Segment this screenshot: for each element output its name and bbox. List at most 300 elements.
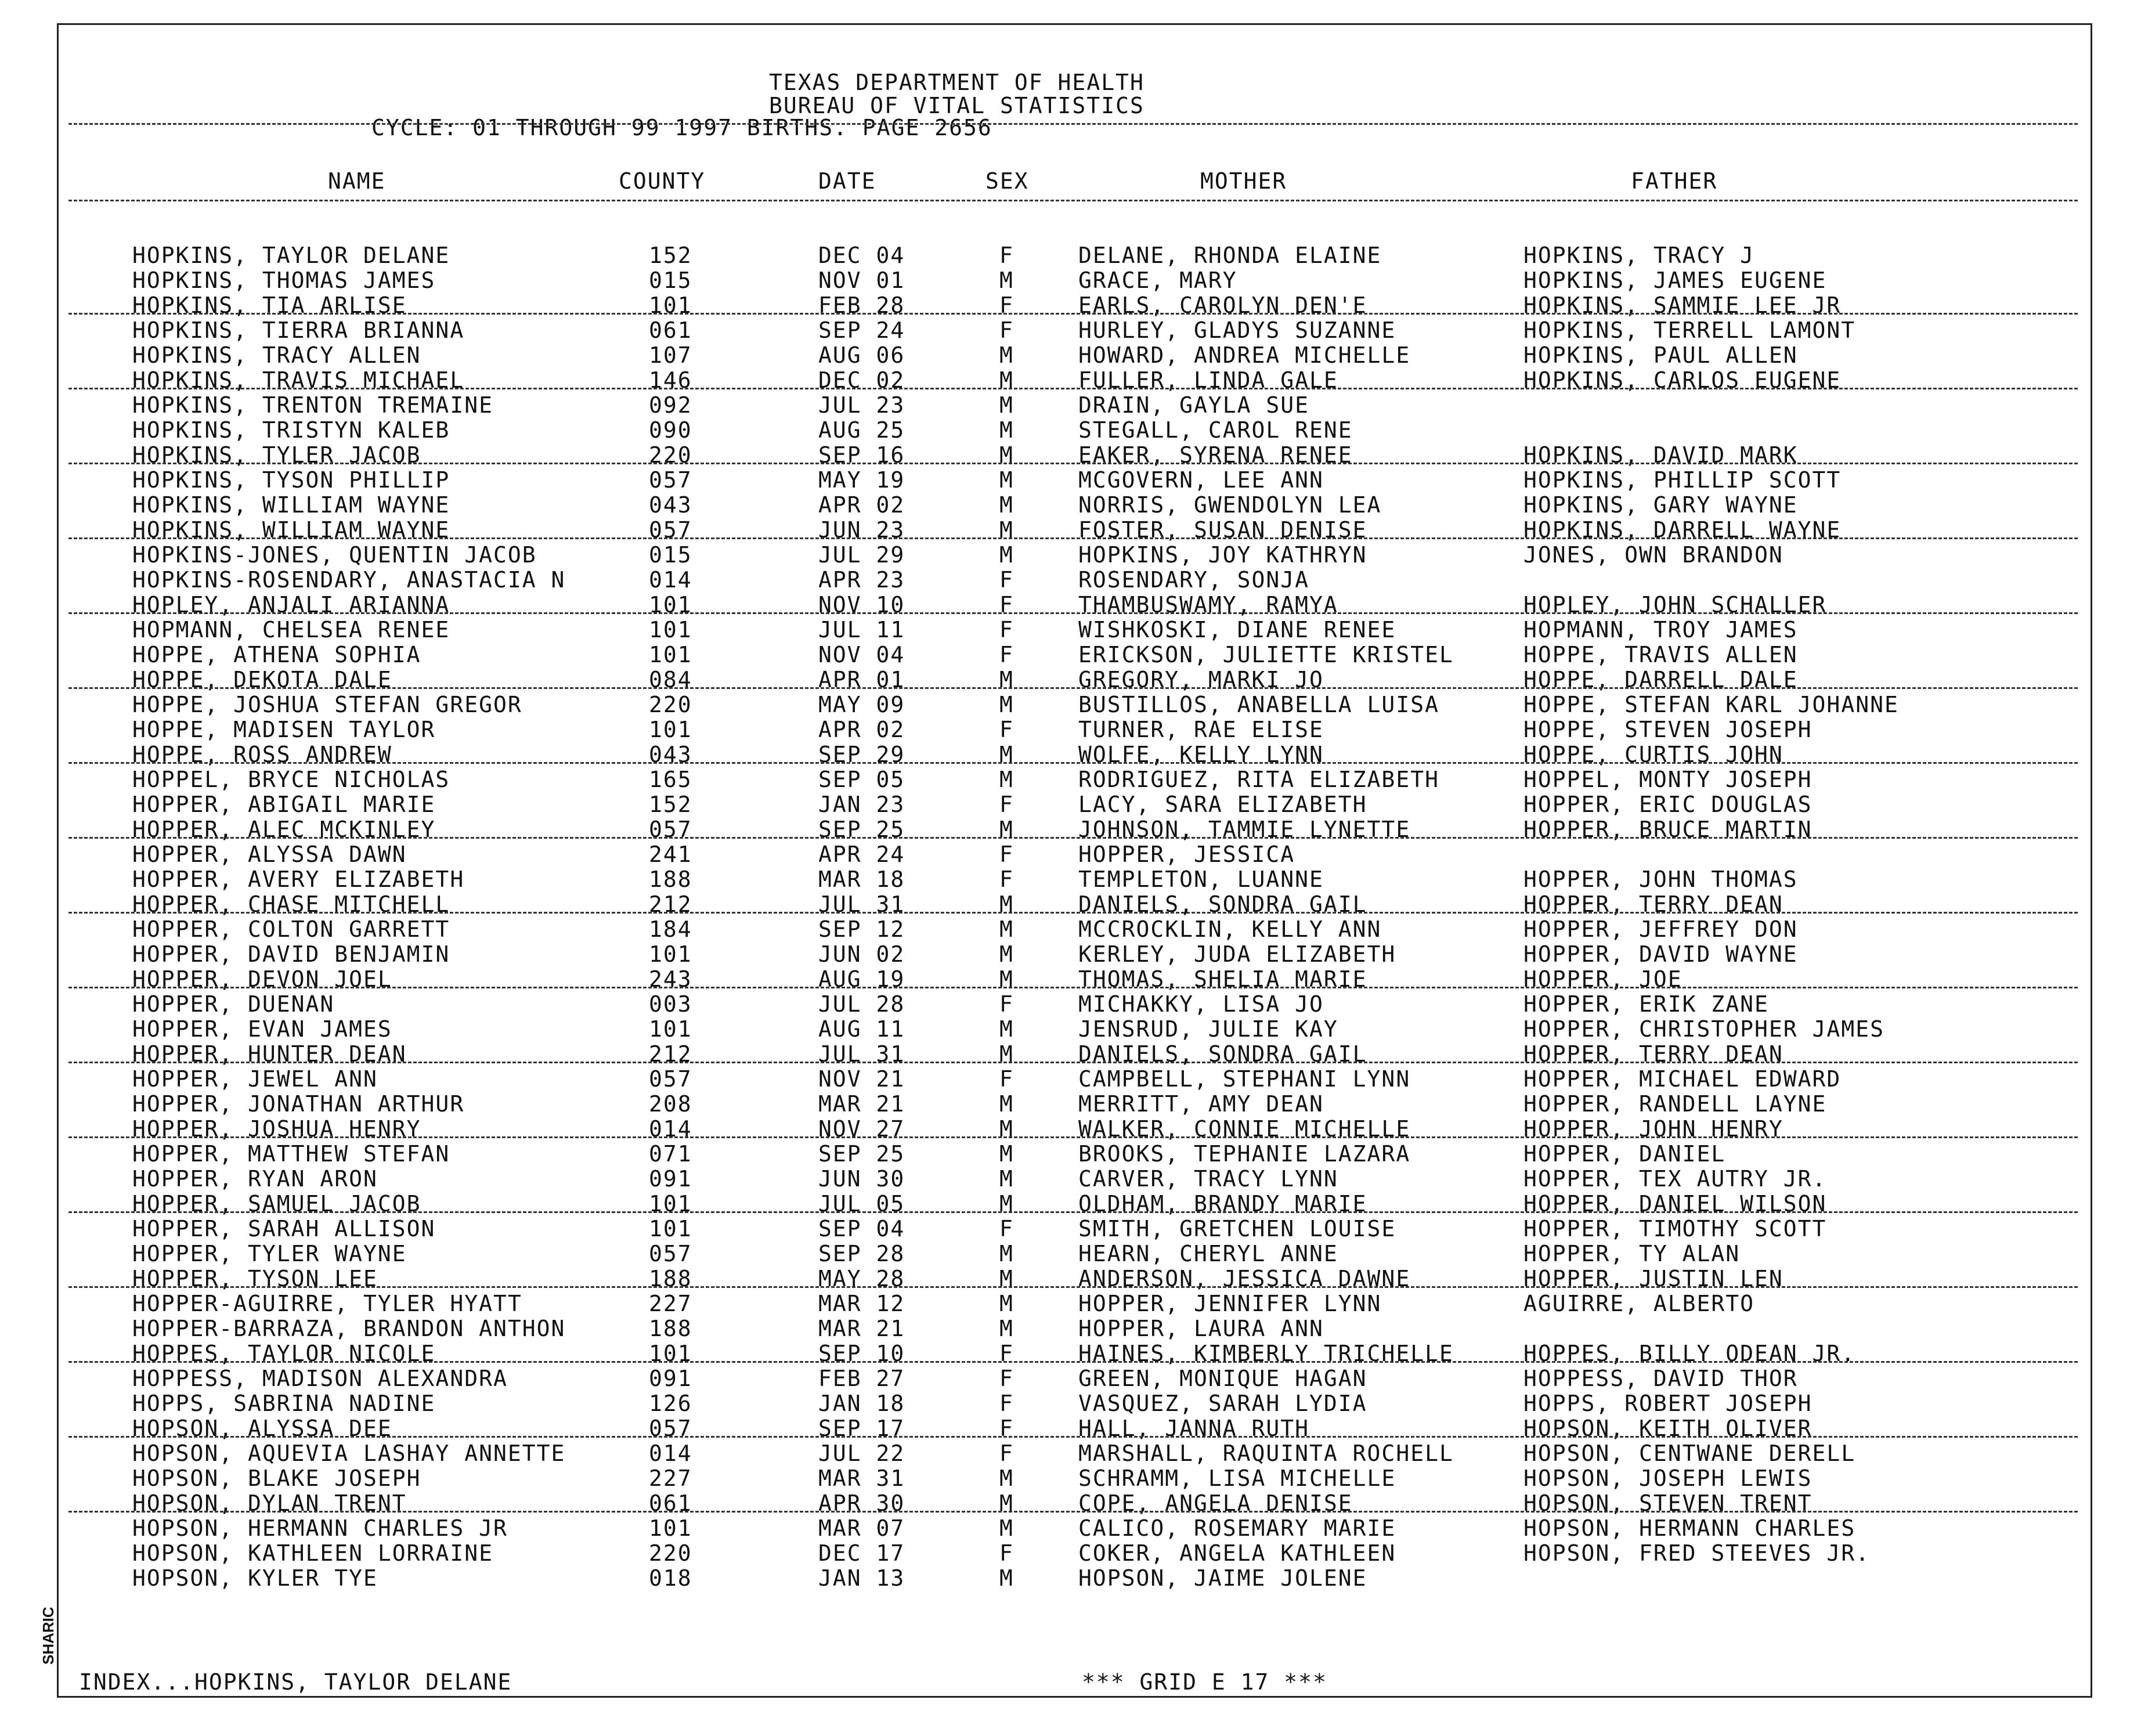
cell-sex: F bbox=[999, 1391, 1014, 1416]
cell-county: 091 bbox=[649, 1166, 692, 1192]
table-row bbox=[0, 342, 2141, 367]
cell-father: HOPPER, JEFFREY DON bbox=[1523, 916, 1798, 942]
births-table bbox=[0, 243, 2141, 1590]
cell-sex: M bbox=[999, 1191, 1014, 1217]
cell-father: HOPKINS, GARY WAYNE bbox=[1523, 492, 1798, 518]
cell-sex: F bbox=[999, 1540, 1014, 1566]
cell-date: JUL 28 bbox=[818, 991, 905, 1017]
cell-date: SEP 10 bbox=[818, 1341, 905, 1366]
cell-mother: ROSENDARY, SONJA bbox=[1078, 567, 1310, 593]
cell-father: HOPSON, HERMANN CHARLES bbox=[1523, 1515, 1856, 1541]
table-row bbox=[0, 991, 2141, 1016]
table-row bbox=[0, 1216, 2141, 1241]
cell-county: 057 bbox=[649, 467, 692, 493]
cell-sex: M bbox=[999, 1490, 1014, 1516]
cell-mother: THOMAS, SHELIA MARIE bbox=[1078, 966, 1367, 992]
cell-father: HOPKINS, SAMMIE LEE JR bbox=[1523, 293, 1842, 318]
cell-mother: CALICO, ROSEMARY MARIE bbox=[1078, 1515, 1396, 1541]
cell-county: 208 bbox=[649, 1091, 692, 1117]
row-group-divider bbox=[68, 837, 2078, 839]
cell-name: HOPMANN, CHELSEA RENEE bbox=[132, 617, 450, 643]
cell-sex: M bbox=[999, 1316, 1014, 1341]
cell-date: SEP 04 bbox=[818, 1216, 905, 1241]
cell-date: JUN 02 bbox=[818, 941, 905, 967]
cell-name: HOPPEL, BRYCE NICHOLAS bbox=[132, 767, 450, 792]
cell-date: MAY 28 bbox=[818, 1266, 905, 1291]
cell-mother: LACY, SARA ELIZABETH bbox=[1078, 792, 1367, 817]
cell-date: MAR 12 bbox=[818, 1291, 905, 1316]
column-header-date: DATE bbox=[818, 168, 876, 194]
cell-county: 146 bbox=[649, 367, 692, 393]
cell-name: HOPPER, COLTON GARRETT bbox=[132, 916, 450, 942]
cell-mother: CAMPBELL, STEPHANI LYNN bbox=[1078, 1066, 1411, 1092]
table-row bbox=[0, 1441, 2141, 1466]
cell-date: APR 02 bbox=[818, 492, 905, 518]
column-header-father: FATHER bbox=[1631, 168, 1718, 194]
cell-mother: KERLEY, JUDA ELIZABETH bbox=[1078, 941, 1396, 967]
cell-father: HOPKINS, TERRELL LAMONT bbox=[1523, 317, 1856, 343]
cell-mother: MCCROCKLIN, KELLY ANN bbox=[1078, 916, 1382, 942]
cell-father: AGUIRRE, ALBERTO bbox=[1523, 1291, 1755, 1316]
cell-name: HOPPER-BARRAZA, BRANDON ANTHON bbox=[132, 1316, 566, 1341]
row-group-divider bbox=[68, 987, 2078, 988]
cell-mother: HOWARD, ANDREA MICHELLE bbox=[1078, 342, 1411, 368]
cell-county: 043 bbox=[649, 742, 692, 767]
column-header-divider bbox=[68, 200, 2078, 201]
cell-father: HOPPER, JOE bbox=[1523, 966, 1683, 992]
cell-sex: F bbox=[999, 1366, 1014, 1391]
cell-sex: F bbox=[999, 317, 1014, 343]
cell-date: SEP 25 bbox=[818, 817, 905, 842]
cell-date: MAR 21 bbox=[818, 1316, 905, 1341]
cell-father: HOPPER, TEX AUTRY JR. bbox=[1523, 1166, 1827, 1192]
table-row bbox=[0, 1391, 2141, 1416]
cell-name: HOPPER, SARAH ALLISON bbox=[132, 1216, 436, 1241]
cell-sex: F bbox=[999, 243, 1014, 268]
cell-mother: HAINES, KIMBERLY TRICHELLE bbox=[1078, 1341, 1454, 1366]
cell-county: 101 bbox=[649, 1216, 692, 1241]
cell-name: HOPKINS-JONES, QUENTIN JACOB bbox=[132, 542, 537, 568]
cell-name: HOPSON, ALYSSA DEE bbox=[132, 1416, 392, 1441]
cell-sex: M bbox=[999, 742, 1014, 767]
cell-sex: F bbox=[999, 1416, 1014, 1441]
table-row bbox=[0, 867, 2141, 892]
cell-name: HOPPER, DEVON JOEL bbox=[132, 966, 392, 992]
cell-name: HOPPES, TAYLOR NICOLE bbox=[132, 1341, 436, 1366]
cell-name: HOPPER, DAVID BENJAMIN bbox=[132, 941, 450, 967]
cell-county: 101 bbox=[649, 1341, 692, 1366]
row-group-divider bbox=[68, 612, 2078, 614]
cell-sex: M bbox=[999, 667, 1014, 692]
cell-county: 165 bbox=[649, 767, 692, 792]
cell-county: 212 bbox=[649, 892, 692, 917]
row-group-divider bbox=[68, 1136, 2078, 1138]
cell-name: HOPKINS, TIA ARLISE bbox=[132, 293, 407, 318]
cell-county: 003 bbox=[649, 991, 692, 1017]
row-group-divider bbox=[68, 1361, 2078, 1363]
row-group-divider bbox=[68, 912, 2078, 914]
cell-sex: M bbox=[999, 1041, 1014, 1067]
cell-father: HOPSON, KEITH OLIVER bbox=[1523, 1416, 1813, 1441]
cell-mother: RODRIGUEZ, RITA ELIZABETH bbox=[1078, 767, 1439, 792]
cell-mother: MARSHALL, RAQUINTA ROCHELL bbox=[1078, 1441, 1454, 1466]
table-row bbox=[0, 916, 2141, 941]
cell-sex: M bbox=[999, 1291, 1014, 1316]
cell-name: HOPPER, JONATHAN ARTHUR bbox=[132, 1091, 465, 1117]
cell-county: 220 bbox=[649, 1540, 692, 1566]
cell-name: HOPPER, TYLER WAYNE bbox=[132, 1241, 407, 1266]
cell-county: 057 bbox=[649, 1241, 692, 1266]
table-row bbox=[0, 243, 2141, 268]
cell-father: HOPPER, MICHAEL EDWARD bbox=[1523, 1066, 1842, 1092]
cell-date: AUG 06 bbox=[818, 342, 905, 368]
cell-name: HOPPER, ALYSSA DAWN bbox=[132, 842, 407, 867]
cell-father: HOPPER, DANIEL bbox=[1523, 1141, 1726, 1167]
cell-mother: HOPSON, JAIME JOLENE bbox=[1078, 1565, 1367, 1591]
cell-sex: F bbox=[999, 592, 1014, 618]
cell-date: APR 01 bbox=[818, 667, 905, 692]
page-title: TEXAS DEPARTMENT OF HEALTH bbox=[769, 70, 1144, 95]
row-group-divider bbox=[68, 537, 2078, 539]
cell-father: HOPPE, TRAVIS ALLEN bbox=[1523, 642, 1798, 667]
cell-mother: HOPPER, JENNIFER LYNN bbox=[1078, 1291, 1382, 1316]
cell-date: SEP 16 bbox=[818, 442, 905, 468]
cell-date: NOV 21 bbox=[818, 1066, 905, 1092]
cell-father: HOPPE, DARRELL DALE bbox=[1523, 667, 1798, 692]
cell-mother: DRAIN, GAYLA SUE bbox=[1078, 392, 1310, 418]
cell-date: JAN 13 bbox=[818, 1565, 905, 1591]
table-row bbox=[0, 1466, 2141, 1490]
cell-date: JUL 05 bbox=[818, 1191, 905, 1217]
cell-date: JUN 30 bbox=[818, 1166, 905, 1192]
cell-father: HOPPER, TY ALAN bbox=[1523, 1241, 1741, 1266]
cell-name: HOPPER, ABIGAIL MARIE bbox=[132, 792, 436, 817]
cell-father: HOPPES, BILLY ODEAN JR. bbox=[1523, 1341, 1856, 1366]
cell-father: HOPPER, DANIEL WILSON bbox=[1523, 1191, 1827, 1217]
cell-father: HOPPER, TIMOTHY SCOTT bbox=[1523, 1216, 1827, 1241]
cell-date: JUL 31 bbox=[818, 1041, 905, 1067]
cell-date: SEP 25 bbox=[818, 1141, 905, 1167]
cell-sex: F bbox=[999, 1066, 1014, 1092]
cell-father: HOPKINS, DAVID MARK bbox=[1523, 442, 1798, 468]
cell-mother: HALL, JANNA RUTH bbox=[1078, 1416, 1310, 1441]
column-header-county: COUNTY bbox=[619, 168, 706, 194]
cell-county: 057 bbox=[649, 517, 692, 543]
cell-name: HOPKINS, TYSON PHILLIP bbox=[132, 467, 450, 493]
cell-mother: HURLEY, GLADYS SUZANNE bbox=[1078, 317, 1396, 343]
cell-mother: HOPPER, JESSICA bbox=[1078, 842, 1295, 867]
grid-footer: *** GRID E 17 *** bbox=[1082, 1669, 1327, 1695]
cell-name: HOPKINS, TRAVIS MICHAEL bbox=[132, 367, 465, 393]
cell-county: 014 bbox=[649, 1441, 692, 1466]
cell-county: 188 bbox=[649, 867, 692, 892]
table-row bbox=[0, 268, 2141, 293]
cell-name: HOPPER, TYSON LEE bbox=[132, 1266, 378, 1291]
cell-date: DEC 17 bbox=[818, 1540, 905, 1566]
cell-father: HOPKINS, DARRELL WAYNE bbox=[1523, 517, 1842, 543]
cell-county: 015 bbox=[649, 542, 692, 568]
cell-name: HOPSON, KYLER TYE bbox=[132, 1565, 378, 1591]
cell-sex: M bbox=[999, 1116, 1014, 1142]
cell-county: 057 bbox=[649, 1416, 692, 1441]
cell-date: JUN 23 bbox=[818, 517, 905, 543]
cell-sex: F bbox=[999, 792, 1014, 817]
cell-county: 101 bbox=[649, 1016, 692, 1042]
cell-mother: ERICKSON, JULIETTE KRISTEL bbox=[1078, 642, 1454, 667]
cell-name: HOPPER, CHASE MITCHELL bbox=[132, 892, 450, 917]
cell-date: MAR 21 bbox=[818, 1091, 905, 1117]
cell-father: HOPSON, JOSEPH LEWIS bbox=[1523, 1466, 1813, 1491]
cell-mother: MCGOVERN, LEE ANN bbox=[1078, 467, 1324, 493]
cell-name: HOPSON, BLAKE JOSEPH bbox=[132, 1466, 421, 1491]
cell-mother: BUSTILLOS, ANABELLA LUISA bbox=[1078, 692, 1439, 717]
cell-county: 061 bbox=[649, 1490, 692, 1516]
cell-date: NOV 27 bbox=[818, 1116, 905, 1142]
cell-mother: THAMBUSWAMY, RAMYA bbox=[1078, 592, 1338, 618]
cell-county: 188 bbox=[649, 1266, 692, 1291]
cell-date: NOV 01 bbox=[818, 268, 905, 293]
cell-mother: NORRIS, GWENDOLYN LEA bbox=[1078, 492, 1382, 518]
cell-date: AUG 19 bbox=[818, 966, 905, 992]
table-row bbox=[0, 542, 2141, 567]
cell-father: HOPPER, ERIK ZANE bbox=[1523, 991, 1769, 1017]
cell-father: HOPPER, JUSTIN LEN bbox=[1523, 1266, 1783, 1291]
cell-name: HOPPER, ALEC MCKINLEY bbox=[132, 817, 436, 842]
cell-mother: SCHRAMM, LISA MICHELLE bbox=[1078, 1466, 1396, 1491]
cell-date: MAY 19 bbox=[818, 467, 905, 493]
cell-county: 090 bbox=[649, 417, 692, 443]
cell-name: HOPSON, AQUEVIA LASHAY ANNETTE bbox=[132, 1441, 566, 1466]
cell-mother: WALKER, CONNIE MICHELLE bbox=[1078, 1116, 1411, 1142]
cell-name: HOPLEY, ANJALI ARIANNA bbox=[132, 592, 450, 618]
cell-date: APR 30 bbox=[818, 1490, 905, 1516]
cell-father: HOPPE, STEFAN KARL JOHANNE bbox=[1523, 692, 1899, 717]
table-row bbox=[0, 717, 2141, 742]
cell-father: HOPKINS, PAUL ALLEN bbox=[1523, 342, 1798, 368]
cell-sex: M bbox=[999, 966, 1014, 992]
cell-sex: M bbox=[999, 442, 1014, 468]
cell-name: HOPPER, JOSHUA HENRY bbox=[132, 1116, 421, 1142]
cell-name: HOPPE, DEKOTA DALE bbox=[132, 667, 392, 692]
cell-mother: JOHNSON, TAMMIE LYNETTE bbox=[1078, 817, 1411, 842]
table-row bbox=[0, 1565, 2141, 1590]
cell-county: 220 bbox=[649, 692, 692, 717]
cell-sex: F bbox=[999, 1341, 1014, 1366]
cell-father: HOPPER, JOHN HENRY bbox=[1523, 1116, 1783, 1142]
cell-sex: F bbox=[999, 293, 1014, 318]
cell-name: HOPKINS, TIERRA BRIANNA bbox=[132, 317, 465, 343]
cell-county: 184 bbox=[649, 916, 692, 942]
cell-name: HOPPER, EVAN JAMES bbox=[132, 1016, 392, 1042]
cell-name: HOPPE, ATHENA SOPHIA bbox=[132, 642, 421, 667]
cell-father: HOPPE, CURTIS JOHN bbox=[1523, 742, 1783, 767]
cell-father: HOPLEY, JOHN SCHALLER bbox=[1523, 592, 1827, 618]
cell-date: MAR 31 bbox=[818, 1466, 905, 1491]
cell-mother: DANIELS, SONDRA GAIL bbox=[1078, 892, 1367, 917]
cell-mother: WOLFE, KELLY LYNN bbox=[1078, 742, 1324, 767]
cell-county: 220 bbox=[649, 442, 692, 468]
cell-name: HOPKINS, TYLER JACOB bbox=[132, 442, 421, 468]
cell-county: 084 bbox=[649, 667, 692, 692]
cell-date: FEB 28 bbox=[818, 293, 905, 318]
cell-county: 101 bbox=[649, 592, 692, 618]
cell-mother: COPE, ANGELA DENISE bbox=[1078, 1490, 1353, 1516]
cell-county: 101 bbox=[649, 1515, 692, 1541]
table-row bbox=[0, 492, 2141, 517]
cell-mother: GRACE, MARY bbox=[1078, 268, 1237, 293]
cell-sex: M bbox=[999, 767, 1014, 792]
cell-county: 057 bbox=[649, 817, 692, 842]
cell-date: JAN 23 bbox=[818, 792, 905, 817]
cell-date: MAR 07 bbox=[818, 1515, 905, 1541]
cycle-line: CYCLE: 01 THROUGH 99 1997 BIRTHS. PAGE 2656 bbox=[371, 115, 992, 140]
table-row bbox=[0, 417, 2141, 442]
cell-father: HOPPS, ROBERT JOSEPH bbox=[1523, 1391, 1813, 1416]
cell-name: HOPKINS, TRACY ALLEN bbox=[132, 342, 421, 368]
cell-sex: F bbox=[999, 991, 1014, 1017]
row-group-divider bbox=[68, 1286, 2078, 1288]
cell-mother: EARLS, CAROLYN DEN'E bbox=[1078, 293, 1367, 318]
cell-mother: GREGORY, MARKI JO bbox=[1078, 667, 1324, 692]
cell-sex: F bbox=[999, 717, 1014, 742]
cell-name: HOPPE, ROSS ANDREW bbox=[132, 742, 392, 767]
cell-sex: M bbox=[999, 1016, 1014, 1042]
cell-mother: GREEN, MONIQUE HAGAN bbox=[1078, 1366, 1367, 1391]
cell-county: 043 bbox=[649, 492, 692, 518]
table-row bbox=[0, 617, 2141, 642]
bureau-name: BUREAU OF VITAL STATISTICS bbox=[769, 93, 1144, 118]
cell-mother: FOSTER, SUSAN DENISE bbox=[1078, 517, 1367, 543]
cell-county: 018 bbox=[649, 1565, 692, 1591]
cell-date: JUL 23 bbox=[818, 392, 905, 418]
cell-county: 188 bbox=[649, 1316, 692, 1341]
cell-father: HOPPEL, MONTY JOSEPH bbox=[1523, 767, 1813, 792]
table-row bbox=[0, 1515, 2141, 1540]
row-group-divider bbox=[68, 313, 2078, 315]
cell-county: 061 bbox=[649, 317, 692, 343]
cell-father: HOPPER, JOHN THOMAS bbox=[1523, 867, 1798, 892]
header-divider bbox=[68, 123, 2078, 125]
cell-name: HOPKINS-ROSENDARY, ANASTACIA N bbox=[132, 567, 566, 593]
cell-name: HOPPER, HUNTER DEAN bbox=[132, 1041, 407, 1067]
cell-mother: OLDHAM, BRANDY MARIE bbox=[1078, 1191, 1367, 1217]
cell-sex: F bbox=[999, 567, 1014, 593]
cell-sex: M bbox=[999, 892, 1014, 917]
cell-county: 071 bbox=[649, 1141, 692, 1167]
cell-date: SEP 28 bbox=[818, 1241, 905, 1266]
cell-date: MAR 18 bbox=[818, 867, 905, 892]
cell-name: HOPKINS, THOMAS JAMES bbox=[132, 268, 436, 293]
cell-father: HOPKINS, JAMES EUGENE bbox=[1523, 268, 1827, 293]
row-group-divider bbox=[68, 388, 2078, 389]
cell-sex: M bbox=[999, 417, 1014, 443]
cell-name: HOPKINS, TRENTON TREMAINE bbox=[132, 392, 493, 418]
cell-sex: M bbox=[999, 342, 1014, 368]
cell-father: HOPKINS, CARLOS EUGENE bbox=[1523, 367, 1842, 393]
cell-father: HOPMANN, TROY JAMES bbox=[1523, 617, 1798, 643]
cell-date: MAY 09 bbox=[818, 692, 905, 717]
table-row bbox=[0, 767, 2141, 792]
cell-date: DEC 04 bbox=[818, 243, 905, 268]
table-row bbox=[0, 1091, 2141, 1116]
cell-mother: COKER, ANGELA KATHLEEN bbox=[1078, 1540, 1396, 1566]
cell-name: HOPKINS, WILLIAM WAYNE bbox=[132, 492, 450, 518]
table-row bbox=[0, 692, 2141, 717]
cell-mother: DANIELS, SONDRA GAIL bbox=[1078, 1041, 1367, 1067]
cell-date: JUL 22 bbox=[818, 1441, 905, 1466]
cell-sex: M bbox=[999, 1565, 1014, 1591]
cell-name: HOPPS, SABRINA NADINE bbox=[132, 1391, 436, 1416]
cell-date: FEB 27 bbox=[818, 1366, 905, 1391]
cell-mother: VASQUEZ, SARAH LYDIA bbox=[1078, 1391, 1367, 1416]
cell-mother: EAKER, SYRENA RENEE bbox=[1078, 442, 1353, 468]
cell-county: 152 bbox=[649, 243, 692, 268]
table-row bbox=[0, 642, 2141, 667]
cell-county: 015 bbox=[649, 268, 692, 293]
cell-mother: STEGALL, CAROL RENE bbox=[1078, 417, 1353, 443]
table-row bbox=[0, 1366, 2141, 1391]
table-row bbox=[0, 1066, 2141, 1091]
cell-father: HOPPE, STEVEN JOSEPH bbox=[1523, 717, 1813, 742]
cell-father: HOPPER, CHRISTOPHER JAMES bbox=[1523, 1016, 1884, 1042]
cell-name: HOPPE, JOSHUA STEFAN GREGOR bbox=[132, 692, 522, 717]
table-row bbox=[0, 842, 2141, 867]
cell-mother: FULLER, LINDA GALE bbox=[1078, 367, 1338, 393]
cell-sex: M bbox=[999, 692, 1014, 717]
cell-mother: JENSRUD, JULIE KAY bbox=[1078, 1016, 1338, 1042]
cell-county: 101 bbox=[649, 941, 692, 967]
cell-mother: WISHKOSKI, DIANE RENEE bbox=[1078, 617, 1396, 643]
cell-sex: F bbox=[999, 842, 1014, 867]
cell-date: JUL 11 bbox=[818, 617, 905, 643]
row-group-divider bbox=[68, 762, 2078, 764]
table-row bbox=[0, 317, 2141, 342]
table-row bbox=[0, 392, 2141, 417]
cell-sex: M bbox=[999, 1466, 1014, 1491]
row-group-divider bbox=[68, 463, 2078, 464]
row-group-divider bbox=[68, 687, 2078, 689]
cell-mother: BROOKS, TEPHANIE LAZARA bbox=[1078, 1141, 1411, 1167]
table-row bbox=[0, 941, 2141, 966]
cell-father: HOPSON, STEVEN TRENT bbox=[1523, 1490, 1813, 1516]
cell-county: 014 bbox=[649, 567, 692, 593]
cell-date: JAN 18 bbox=[818, 1391, 905, 1416]
cell-date: AUG 25 bbox=[818, 417, 905, 443]
cell-father: HOPPER, ERIC DOUGLAS bbox=[1523, 792, 1813, 817]
cell-mother: HOPPER, LAURA ANN bbox=[1078, 1316, 1324, 1341]
cell-date: JUL 29 bbox=[818, 542, 905, 568]
cell-sex: M bbox=[999, 1141, 1014, 1167]
table-row bbox=[0, 1141, 2141, 1166]
cell-county: 092 bbox=[649, 392, 692, 418]
cell-father: HOPSON, FRED STEEVES JR. bbox=[1523, 1540, 1871, 1566]
cell-date: APR 02 bbox=[818, 717, 905, 742]
cell-date: APR 24 bbox=[818, 842, 905, 867]
cell-date: SEP 17 bbox=[818, 1416, 905, 1441]
cell-sex: M bbox=[999, 392, 1014, 418]
column-header-sex: SEX bbox=[985, 168, 1029, 194]
cell-father: HOPKINS, PHILLIP SCOTT bbox=[1523, 467, 1842, 493]
cell-name: HOPPER, DUENAN bbox=[132, 991, 335, 1017]
table-row bbox=[0, 792, 2141, 817]
cell-name: HOPPE, MADISEN TAYLOR bbox=[132, 717, 436, 742]
cell-name: HOPPER, RYAN ARON bbox=[132, 1166, 378, 1192]
cell-name: HOPSON, DYLAN TRENT bbox=[132, 1490, 407, 1516]
cell-father: HOPSON, CENTWANE DERELL bbox=[1523, 1441, 1856, 1466]
cell-sex: M bbox=[999, 1515, 1014, 1541]
cell-father: HOPKINS, TRACY J bbox=[1523, 243, 1755, 268]
cell-name: HOPSON, KATHLEEN LORRAINE bbox=[132, 1540, 493, 1566]
